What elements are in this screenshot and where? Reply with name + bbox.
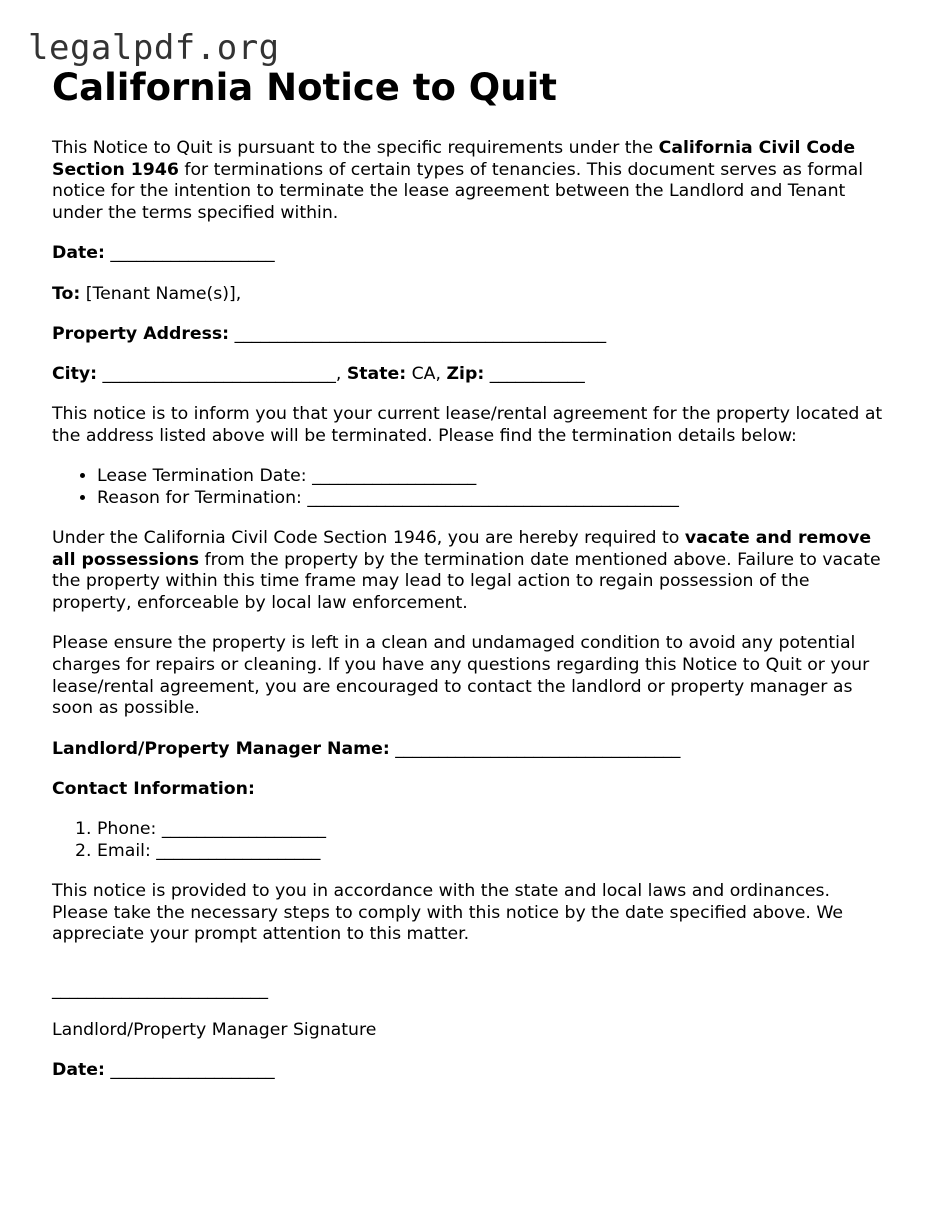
termination-details-list bbox=[52, 466, 888, 509]
to-label: To: bbox=[52, 283, 81, 304]
list-item-termination-reason: • Reason for Termination: ___________________________________________ bbox=[97, 488, 888, 510]
vacate-text-before: Under the California Civil Code Section 1946, you are hereby required to bbox=[52, 527, 685, 548]
intro-text-after: for terminations of certain types of tenancies. This document serves as formal notice for the intention to terminate the lease agreement between the Landlord and Tenant under the terms specified within. bbox=[52, 159, 864, 224]
intro-paragraph bbox=[52, 138, 888, 225]
list-item-email: 2. Email: ___________________ bbox=[97, 841, 888, 863]
date-label: Date: bbox=[52, 243, 105, 264]
tenant-name-placeholder: [Tenant Name(s)], bbox=[85, 283, 242, 304]
date-blank: ___________________ bbox=[110, 243, 275, 264]
final-date-blank: ___________________ bbox=[110, 1060, 275, 1081]
city-label: City: bbox=[52, 363, 98, 384]
property-address-field bbox=[52, 324, 888, 346]
manager-name-blank: _________________________________ bbox=[395, 738, 681, 759]
closing-paragraph: This notice is provided to you in accordance with the state and local laws and ordinances. Please take the necessary steps to comply with this notice by the date specified above. We appreciate your prompt attention to this matter. bbox=[52, 880, 844, 945]
manager-name-field bbox=[52, 739, 888, 761]
to-field bbox=[52, 284, 888, 306]
contact-heading-text: Contact Information: bbox=[52, 778, 255, 799]
state-label: State: bbox=[346, 363, 407, 384]
zip-label: Zip: bbox=[446, 363, 485, 384]
zip-blank: ___________ bbox=[489, 363, 585, 384]
document-body bbox=[52, 66, 888, 1101]
list-item-phone: 1. Phone: ___________________ bbox=[97, 819, 888, 841]
watermark-logo: legalpdf.org bbox=[28, 28, 280, 68]
property-address-blank: ___________________________________________ bbox=[234, 323, 607, 344]
contact-list bbox=[52, 819, 888, 862]
vacate-text-after: from the property by the termination date mentioned above. Failure to vacate the property within this time frame may lead to legal action to regain possession of the property, enforceable by local law enforcement. bbox=[52, 549, 881, 614]
vacate-paragraph bbox=[52, 528, 888, 615]
manager-name-label: Landlord/Property Manager Name: bbox=[52, 738, 390, 759]
intro-text-before: This Notice to Quit is pursuant to the specific requirements under the bbox=[52, 138, 659, 158]
condition-paragraph: Please ensure the property is left in a clean and undamaged condition to avoid any potential charges for repairs or cleaning. If you have any questions regarding this Notice to Quit or your lease/rental agreement, you are encouraged to contact the landlord or property manager as soon as possible. bbox=[52, 633, 870, 719]
signature-caption: Landlord/Property Manager Signature bbox=[52, 1020, 377, 1041]
vacate-bold-text: vacate and remove all possessions bbox=[52, 527, 872, 570]
city-blank: ___________________________ bbox=[102, 363, 336, 384]
intro-bold-statute: California Civil Code Section 1946 bbox=[52, 138, 856, 180]
signature-line: _________________________ bbox=[52, 979, 269, 1000]
list-item-termination-date: • Lease Termination Date: ___________________ bbox=[97, 466, 888, 488]
city-state-zip-field bbox=[52, 364, 888, 386]
final-date-label: Date: bbox=[52, 1060, 105, 1081]
state-value: CA, bbox=[411, 363, 441, 384]
date-field bbox=[52, 243, 888, 265]
document-title: California Notice to Quit bbox=[52, 66, 557, 109]
final-date-field bbox=[52, 1060, 888, 1082]
notice-paragraph: This notice is to inform you that your current lease/rental agreement for the property located at the address listed above will be terminated. Please find the termination details below: bbox=[52, 404, 883, 446]
contact-heading bbox=[52, 779, 888, 801]
city-separator: , bbox=[335, 363, 342, 384]
property-address-label: Property Address: bbox=[52, 323, 230, 344]
